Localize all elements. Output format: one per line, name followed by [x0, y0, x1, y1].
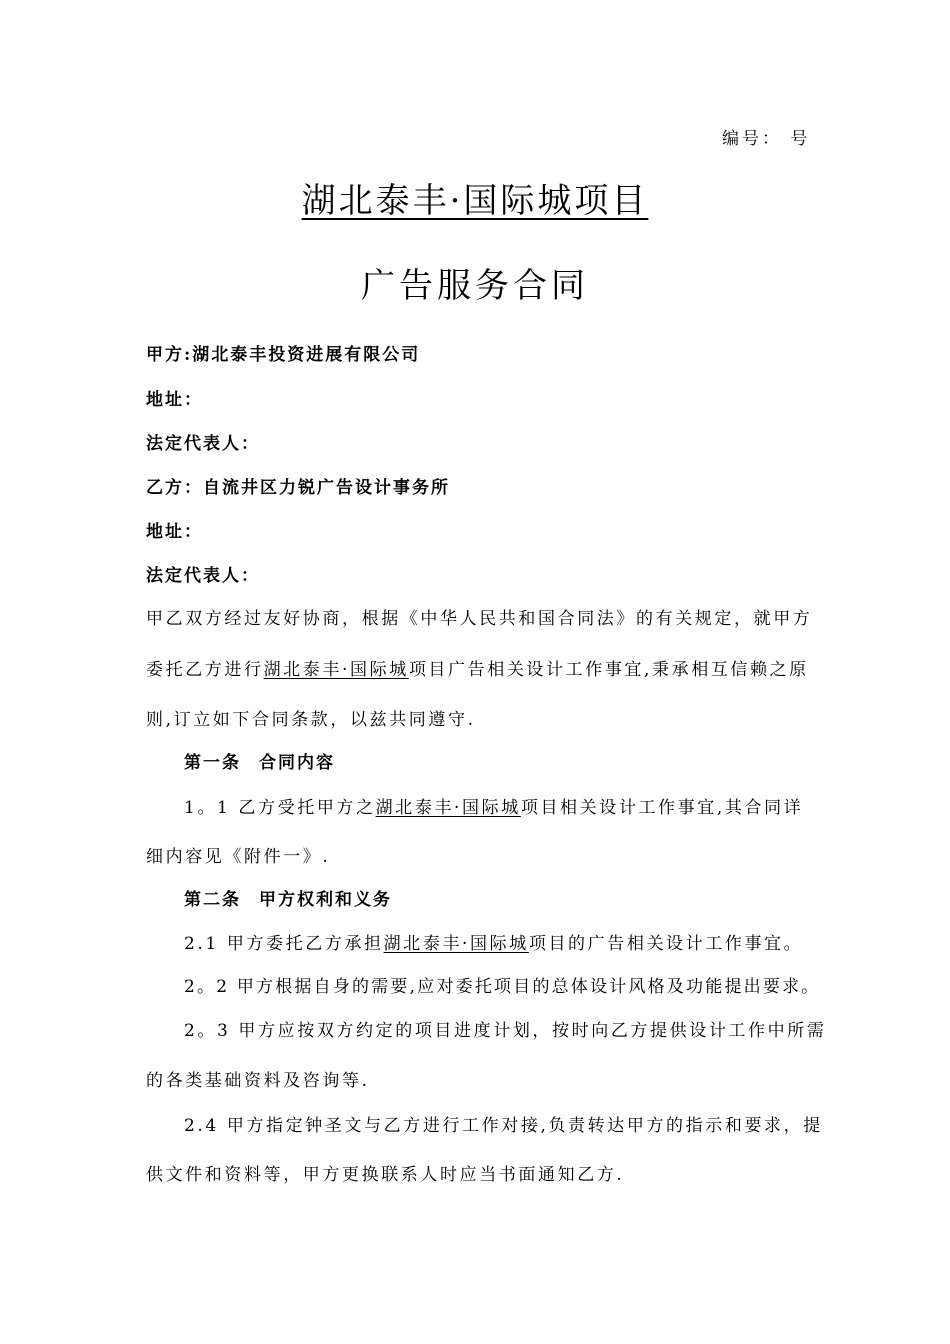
clause-1-1-cont: 细内容见《附件一》. — [146, 847, 331, 867]
clause-1-1: 1。1 乙方受托甲方之湖北泰丰·国际城项目相关设计工作事宜,其合同详 — [184, 798, 804, 818]
party-b-address: 地址： — [146, 522, 203, 542]
party-a-representative: 法定代表人： — [146, 434, 260, 454]
party-a-address: 地址： — [146, 390, 203, 410]
preamble-line-1: 甲乙双方经过友好协商，根据《中华人民共和国合同法》的有关规定，就甲方 — [146, 609, 813, 629]
project-name: 湖北泰丰·国际城 — [375, 798, 521, 818]
clause-2-1: 2.1 甲方委托乙方承担湖北泰丰·国际城项目的广告相关设计工作事宜。 — [184, 934, 804, 954]
article-1-heading: 第一条 合同内容 — [184, 753, 335, 773]
clause-2-3: 2。3 甲方应按双方约定的项目进度计划，按时向乙方提供设计工作中所需 — [184, 1021, 827, 1041]
party-b-representative: 法定代表人： — [146, 566, 260, 586]
party-a-name: 甲方:湖北泰丰投资进展有限公司 — [146, 345, 421, 365]
contract-title: 广告服务合同 — [361, 266, 589, 306]
serial-number: 编号： 号 — [722, 129, 811, 149]
party-b-name: 乙方：自流井区力锐广告设计事务所 — [146, 478, 450, 498]
project-name: 湖北泰丰·国际城 — [383, 934, 529, 954]
preamble-line-3: 则,订立如下合同条款，以兹共同遵守. — [146, 710, 476, 730]
preamble-line-2: 委托乙方进行湖北泰丰·国际城项目广告相关设计工作事宜,秉承相互信赖之原 — [146, 660, 809, 680]
clause-2-3-cont: 的各类基础资料及咨询等. — [146, 1071, 370, 1091]
clause-2-4: 2.4 甲方指定钟圣文与乙方进行工作对接,负责转达甲方的指示和要求，提 — [184, 1116, 823, 1136]
document-title — [0, 173, 950, 222]
article-2-heading: 第二条 甲方权利和义务 — [184, 890, 392, 910]
clause-2-2: 2。2 甲方根据自身的需要,应对委托项目的总体设计风格及功能提出要求。 — [184, 977, 821, 997]
clause-2-4-cont: 供文件和资料等，甲方更换联系人时应当书面通知乙方. — [146, 1165, 625, 1185]
project-name: 湖北泰丰·国际城 — [263, 660, 409, 680]
project-title: 湖北泰丰·国际城项目 — [301, 181, 649, 221]
